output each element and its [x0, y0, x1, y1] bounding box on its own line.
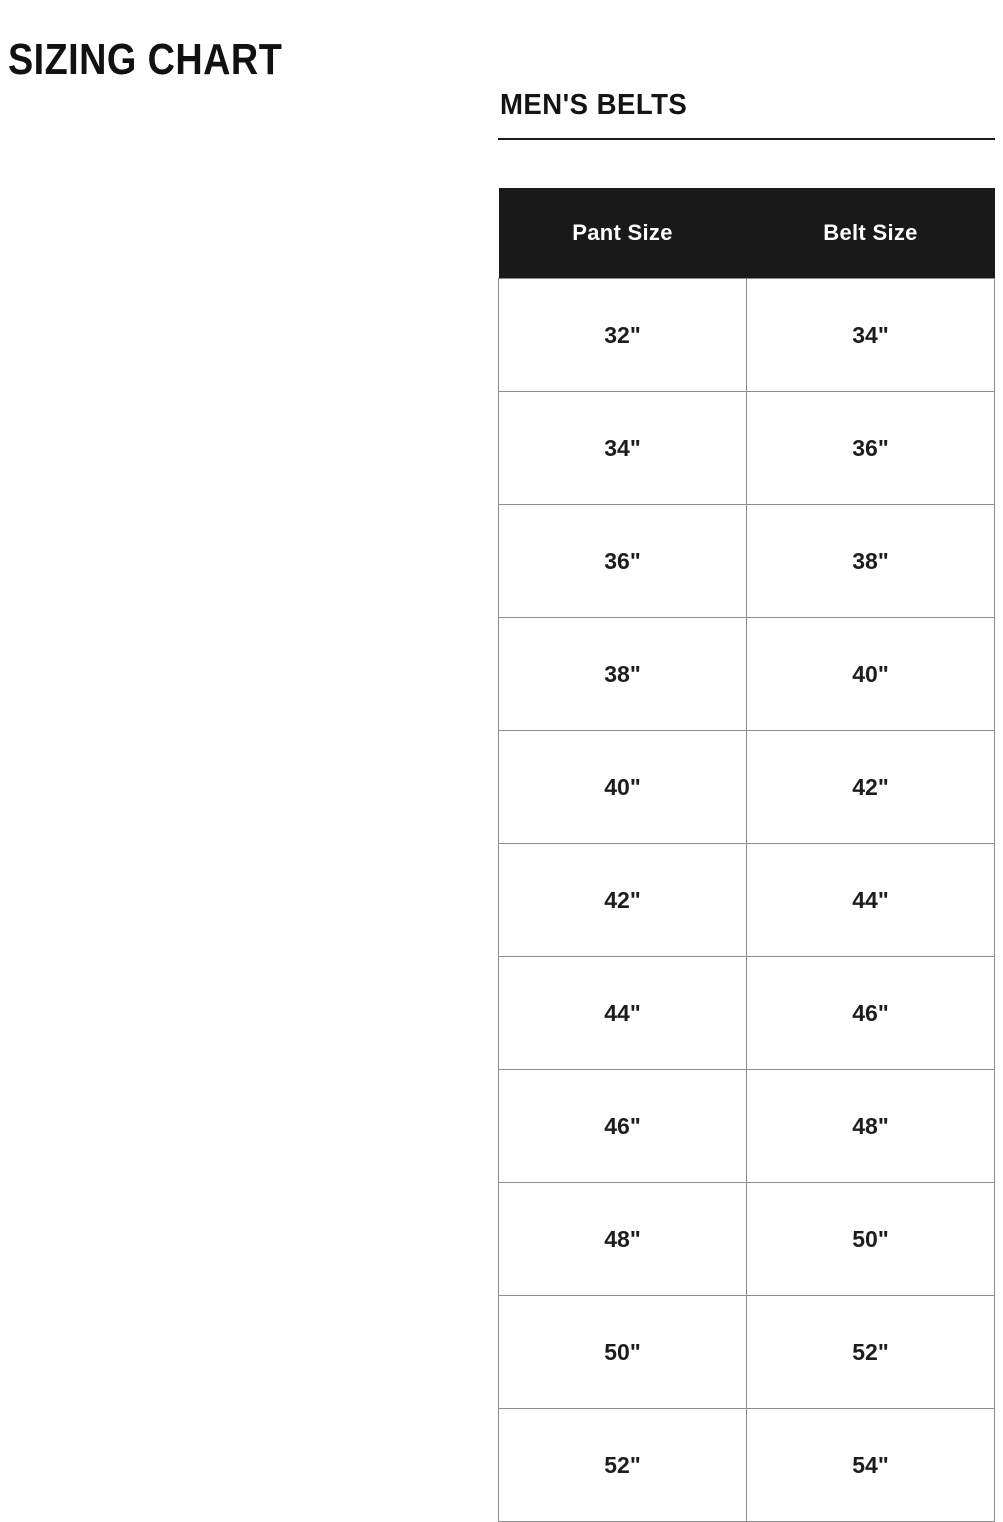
table-row: [499, 1070, 995, 1183]
heading-divider: [498, 138, 995, 140]
cell-pant-size: 36": [499, 505, 747, 618]
table-row: [499, 1409, 995, 1522]
table-row: [499, 618, 995, 731]
table-header-row: [499, 188, 995, 279]
table-row: [499, 844, 995, 957]
cell-belt-size: 40": [747, 618, 995, 731]
cell-belt-size: 50": [747, 1183, 995, 1296]
page-title: SIZING CHART: [8, 35, 283, 85]
cell-belt-size: 34": [747, 279, 995, 392]
cell-pant-size: 38": [499, 618, 747, 731]
cell-belt-size: 42": [747, 731, 995, 844]
sizing-table-block: [498, 88, 995, 1522]
cell-pant-size: 50": [499, 1296, 747, 1409]
cell-pant-size: 40": [499, 731, 747, 844]
table-row: [499, 1183, 995, 1296]
cell-belt-size: 44": [747, 844, 995, 957]
cell-pant-size: 44": [499, 957, 747, 1070]
cell-belt-size: 46": [747, 957, 995, 1070]
table-row: [499, 1296, 995, 1409]
mens-belts-size-table: [498, 188, 995, 1522]
cell-belt-size: 52": [747, 1296, 995, 1409]
table-row: [499, 505, 995, 618]
table-row: [499, 731, 995, 844]
cell-pant-size: 52": [499, 1409, 747, 1522]
table-row: [499, 957, 995, 1070]
cell-pant-size: 32": [499, 279, 747, 392]
table-body: [499, 279, 995, 1522]
cell-pant-size: 46": [499, 1070, 747, 1183]
cell-belt-size: 38": [747, 505, 995, 618]
cell-pant-size: 48": [499, 1183, 747, 1296]
cell-belt-size: 54": [747, 1409, 995, 1522]
column-header-pant-size: Pant Size: [499, 188, 747, 279]
table-row: [499, 392, 995, 505]
cell-pant-size: 42": [499, 844, 747, 957]
cell-belt-size: 48": [747, 1070, 995, 1183]
table-row: [499, 279, 995, 392]
column-header-belt-size: Belt Size: [747, 188, 995, 279]
section-heading: MEN'S BELTS: [500, 89, 688, 121]
cell-belt-size: 36": [747, 392, 995, 505]
cell-pant-size: 34": [499, 392, 747, 505]
